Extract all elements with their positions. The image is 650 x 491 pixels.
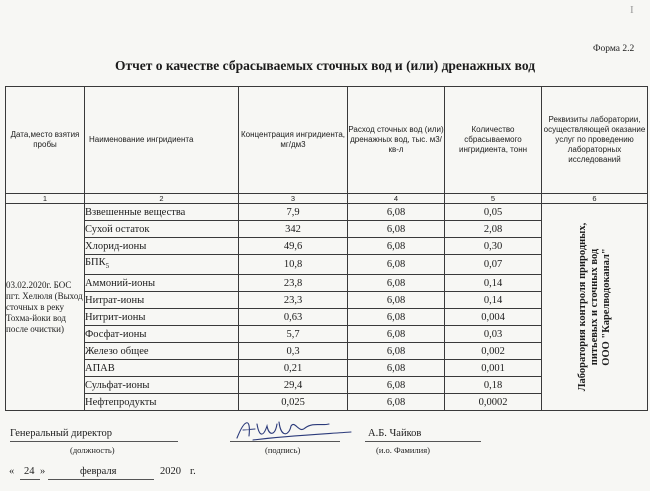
amount-value: 0,001: [445, 360, 542, 377]
amount-value: 0,18: [445, 377, 542, 394]
handwritten-signature: [233, 416, 353, 444]
date-day: 24: [24, 466, 35, 477]
amount-value: 0,30: [445, 238, 542, 255]
ingredient-name: [85, 377, 239, 394]
lab-line: ООО "Карелводоканал": [600, 248, 612, 366]
flow-value: 6,08: [348, 221, 445, 238]
ingredient-name-text: Взвешенные вещества: [85, 206, 186, 218]
ingredient-name-text: БПК: [85, 257, 106, 268]
corner-mark: I: [630, 4, 634, 16]
position-value: Генеральный директор: [10, 428, 112, 439]
concentration-value: 0,3: [239, 343, 348, 360]
ingredient-name: [85, 221, 239, 238]
ingredient-name-text: Сульфат-ионы: [85, 379, 150, 391]
date-open-quote: «: [9, 466, 15, 477]
ingredient-name: [85, 360, 239, 377]
ingredient-name-text: АПАВ: [85, 362, 115, 374]
amount-value: 0,002: [445, 343, 542, 360]
concentration-value: 23,8: [239, 275, 348, 292]
column-number: 3: [239, 194, 348, 204]
date-day-line: [20, 479, 40, 480]
signature-caption: (подпись): [265, 445, 301, 455]
flow-value: 6,08: [348, 377, 445, 394]
flow-value: 6,08: [348, 394, 445, 411]
column-number: 6: [542, 194, 648, 204]
concentration-value: 10,8: [239, 255, 348, 275]
name-line: [365, 441, 481, 442]
amount-value: 0,004: [445, 309, 542, 326]
header-flow: Расход сточных вод (или) дренажных вод, тыс. м3/кв-л: [348, 87, 445, 194]
amount-value: 0,14: [445, 275, 542, 292]
ingredient-subscript: 5: [105, 262, 110, 271]
report-table: [5, 86, 648, 411]
lab-details: [542, 204, 648, 411]
form-number: Форма 2.2: [593, 44, 635, 54]
person-name: А.Б. Чайков: [368, 428, 422, 439]
ingredient-name-text: Фосфат-ионы: [85, 328, 147, 340]
ingredient-name: [85, 326, 239, 343]
ingredient-name: [85, 309, 239, 326]
date-month: февраля: [80, 466, 117, 477]
ingredient-name: [85, 394, 239, 411]
date-year: 2020: [160, 466, 181, 477]
flow-value: 6,08: [348, 343, 445, 360]
ingredient-name-text: Железо общее: [85, 345, 149, 357]
ingredient-name: [85, 343, 239, 360]
name-caption: (и.о. Фамилия): [376, 445, 430, 455]
amount-value: 0,05: [445, 204, 542, 221]
signature-line: [230, 441, 340, 442]
header-date-place: Дата,место взятия пробы: [6, 87, 85, 194]
concentration-value: 5,7: [239, 326, 348, 343]
ingredient-name: [85, 292, 239, 309]
flow-value: 6,08: [348, 326, 445, 343]
ingredient-name-text: Нитрат-ионы: [85, 294, 145, 306]
concentration-value: 0,21: [239, 360, 348, 377]
ingredient-name: [85, 255, 239, 275]
position-line: [10, 441, 178, 442]
column-number: 5: [445, 194, 542, 204]
ingredient-name-text: Хлорид-ионы: [85, 240, 147, 252]
date-close-quote: »: [40, 466, 46, 477]
ingredient-name-text: Нефтепродукты: [85, 396, 157, 408]
amount-value: 0,07: [445, 255, 542, 275]
column-number-row: [6, 194, 648, 204]
amount-value: 0,0002: [445, 394, 542, 411]
ingredient-name: [85, 204, 239, 221]
date-suffix: г.: [190, 466, 196, 477]
header-ingredient: Наименование ингридиента: [85, 87, 239, 194]
flow-value: 6,08: [348, 309, 445, 326]
ingredient-name-text: Нитрит-ионы: [85, 311, 146, 323]
flow-value: 6,08: [348, 238, 445, 255]
column-number: 4: [348, 194, 445, 204]
concentration-value: 0,025: [239, 394, 348, 411]
column-number: 1: [6, 194, 85, 204]
ingredient-name-text: Аммоний-ионы: [85, 277, 156, 289]
concentration-value: 342: [239, 221, 348, 238]
concentration-value: 23,3: [239, 292, 348, 309]
lab-details-text: [577, 223, 613, 392]
column-number: 2: [85, 194, 239, 204]
concentration-value: 29,4: [239, 377, 348, 394]
sample-info: 03.02.2020г. БОС пгт. Хелюля (Выход сточных в реку Тохма-йоки вод после очистки): [6, 204, 85, 411]
flow-value: 6,08: [348, 204, 445, 221]
ingredient-name: [85, 238, 239, 255]
concentration-value: 7,9: [239, 204, 348, 221]
flow-value: 6,08: [348, 255, 445, 275]
ingredient-name: [85, 275, 239, 292]
amount-value: 0,03: [445, 326, 542, 343]
header-lab: Реквизиты лаборатории, осуществляющей оказание услуг по проведению лабораторных исследований: [542, 87, 648, 194]
concentration-value: 49,6: [239, 238, 348, 255]
date-month-line: [48, 479, 154, 480]
lab-line: питьевых и сточных вод: [588, 248, 600, 366]
report-title: Отчет о качестве сбрасываемых сточных вод и (или) дренажных вод: [114, 58, 536, 73]
header-row: [6, 87, 648, 194]
amount-value: 2,08: [445, 221, 542, 238]
amount-value: 0,14: [445, 292, 542, 309]
flow-value: 6,08: [348, 360, 445, 377]
table-row: [6, 204, 648, 221]
position-caption: (должность): [70, 445, 115, 455]
header-amount: Количество сбрасываемого ингридиента, тонн: [445, 87, 542, 194]
concentration-value: 0,63: [239, 309, 348, 326]
flow-value: 6,08: [348, 292, 445, 309]
ingredient-name-text: Сухой остаток: [85, 223, 150, 235]
lab-line: Лаборатория контроля природных,: [576, 222, 588, 392]
flow-value: 6,08: [348, 275, 445, 292]
header-concentration: Концентрация ингридиента, мг/дм3: [239, 87, 348, 194]
